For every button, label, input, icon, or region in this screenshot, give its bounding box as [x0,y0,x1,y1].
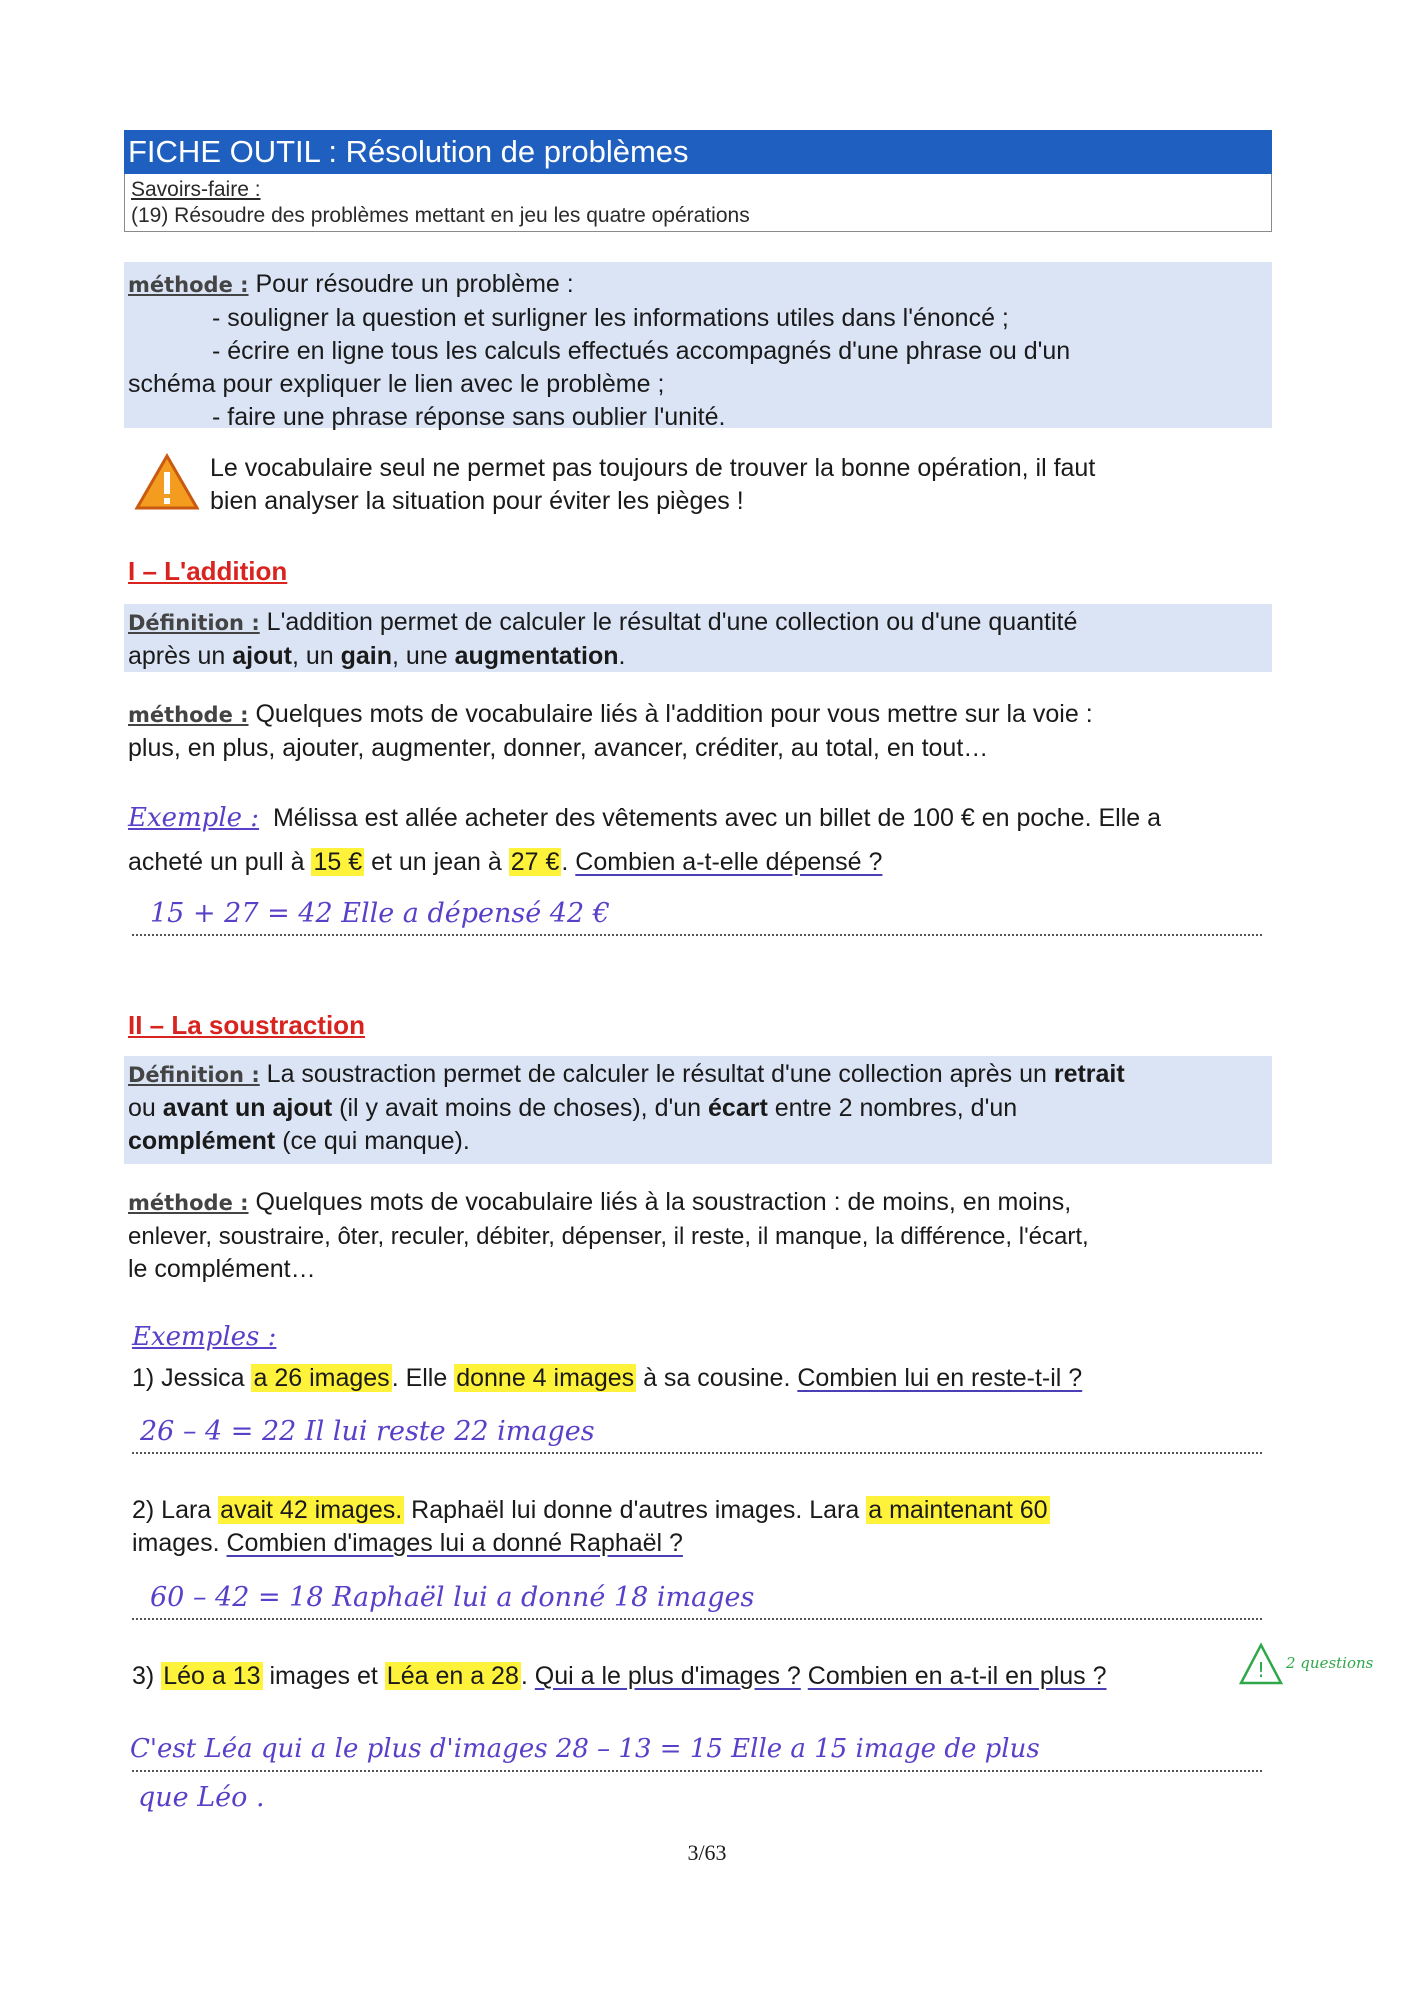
soustraction-meth-text1: Quelques mots de vocabulaire liés à la soustraction : de moins, en moins, [255,1188,1072,1216]
addition-ex-text2b: et un jean à [364,848,509,876]
ex3-answer2: que Léo . [138,1782,265,1813]
soustraction-def-a: La soustraction permet de calculer le résultat d'une collection après un [266,1060,1054,1088]
warning-line2: bien analyser la situation pour éviter les pièges ! [210,487,744,515]
ex3-a: 3) [132,1662,162,1690]
soustraction-def-f: (ce qui manque). [275,1127,470,1155]
soustraction-def-complement: complément [128,1127,276,1155]
soustraction-def-d: (il y avait moins de choses), d'un [332,1094,709,1122]
ex2-a: 2) Lara [132,1496,219,1524]
soustraction-def-e: entre 2 nombres, d'un [767,1094,1018,1122]
soustraction-ex2 [132,1494,1272,1560]
answer-line [132,1618,1262,1620]
ex3-note: 2 questions [1286,1654,1374,1672]
methode-label: méthode : [128,273,249,297]
ex1-b: . Elle [391,1364,455,1392]
addition-ex-text2a: acheté un pull à [128,848,312,876]
addition-example [128,796,1268,884]
methode-general [128,268,1268,434]
addition-methode [128,698,1268,765]
warning-icon [134,452,200,512]
ex2-b: Raphaël lui donne d'autres images. Lara [404,1496,867,1524]
addition-definition [128,606,1268,673]
ex1-answer: 26 – 4 = 22 Il lui reste 22 images [140,1416,595,1447]
addition-def-ajout: ajout [232,642,292,670]
answer-line [132,1770,1262,1772]
methode-line3: - faire une phrase réponse sans oublier l'unité. [212,403,726,431]
soustraction-methode [128,1186,1278,1286]
ex3-b: images et [262,1662,385,1690]
addition-def-text2c: , une [392,642,455,670]
soustraction-definition [128,1058,1268,1158]
addition-def-text1: L'addition permet de calculer le résultat d'une collection ou d'une quantité [266,608,1078,636]
soustraction-def-retrait: retrait [1053,1060,1125,1088]
ex3-d [801,1662,808,1690]
savoirs-faire-item: (19) Résoudre des problèmes mettant en jeu les quatre opérations [131,204,750,227]
section-title-soustraction: II – La soustraction [128,1010,365,1040]
ex2-question: Combien d'images lui a donné Raphaël ? [226,1529,683,1557]
exemples-label: Exemples : [132,1322,277,1352]
exemple-label: Exemple : [128,803,260,833]
addition-meth-text1: Quelques mots de vocabulaire liés à l'addition pour vous mettre sur la voie : [255,700,1093,728]
soustraction-def-avant-ajout: avant un ajout [162,1094,333,1122]
warning-text [210,452,1270,518]
ex1-c: à sa cousine. [636,1364,798,1392]
addition-meth-text2: plus, en plus, ajouter, augmenter, donner, avancer, créditer, au total, en tout… [128,734,989,762]
highlight-avait-42-images: avait 42 images. [220,1496,403,1524]
addition-def-text2b: , un [291,642,341,670]
addition-ex-text2c: . [561,848,576,876]
page-number: 3/63 [687,1840,727,1865]
ex3-question1: Qui a le plus d'images ? [534,1662,801,1690]
ex2-answer: 60 – 42 = 18 Raphaël lui a donné 18 images [150,1582,755,1613]
page-title: FICHE OUTIL : Résolution de problèmes [124,130,1272,174]
savoirs-faire-label: Savoirs-faire : [131,178,261,201]
warning-line1: Le vocabulaire seul ne permet pas toujours de trouver la bonne opération, il faut [210,454,1096,482]
highlight-lea-28: Léa en a 28 [386,1662,519,1690]
answer-line [132,1452,1262,1454]
exclamation-triangle-icon [1238,1642,1284,1686]
section-title-addition: I – L'addition [128,556,288,586]
addition-def-text2d: . [618,642,626,670]
methode-line2: - écrire en ligne tous les calculs effectués accompagnés d'une phrase ou d'un [212,337,1071,365]
svg-text:!: ! [1256,1658,1266,1682]
addition-ex-text1: Mélissa est allée acheter des vêtements avec un billet de 100 € en poche. Elle a [272,804,1162,832]
soustraction-meth-text3: le complément… [128,1255,316,1283]
definition-label: Définition : [128,611,260,635]
soustraction-meth-text2: enlever, soustraire, ôter, reculer, débiter, dépenser, il reste, il manque, la différence, l'écart, [128,1223,1089,1250]
highlight-26-images: a 26 images [253,1364,390,1392]
ex1-question: Combien lui en reste-t-il ? [797,1364,1083,1392]
ex3-c: . [520,1662,535,1690]
methode-line1: - souligner la question et surligner les informations utiles dans l'énoncé ; [212,304,1009,332]
highlight-leo-13: Léo a 13 [163,1662,261,1690]
addition-def-augmentation: augmentation [454,642,619,670]
addition-question: Combien a-t-elle dépensé ? [575,848,883,876]
addition-def-gain: gain [340,642,393,670]
savoirs-faire-box [124,174,1272,232]
ex2-c: images. [132,1529,227,1557]
soustraction-ex1 [132,1362,1272,1395]
highlight-maintenant-60: a maintenant 60 [868,1496,1048,1524]
methode-label: méthode : [128,703,249,727]
methode-intro: Pour résoudre un problème : [255,270,574,298]
soustraction-def-c: ou [128,1094,163,1122]
highlight-donne-4-images: donne 4 images [456,1364,635,1392]
addition-def-text2a: après un [128,642,233,670]
highlight-27: 27 € [510,848,560,876]
highlight-15: 15 € [313,848,363,876]
ex3-answer1: C'est Léa qui a le plus d'images 28 – 13 = 15 Elle a 15 image de plus [130,1734,1040,1764]
methode-line2b: schéma pour expliquer le lien avec le problème ; [128,370,665,398]
answer-line [132,934,1262,936]
soustraction-def-ecart: écart [708,1094,768,1122]
addition-answer: 15 + 27 = 42 Elle a dépensé 42 € [150,898,610,929]
ex1-a: 1) Jessica [132,1364,252,1392]
methode-label: méthode : [128,1191,249,1215]
definition-label: Définition : [128,1063,260,1087]
ex3-question2: Combien en a-t-il en plus ? [807,1662,1107,1690]
soustraction-ex3 [132,1660,1242,1693]
